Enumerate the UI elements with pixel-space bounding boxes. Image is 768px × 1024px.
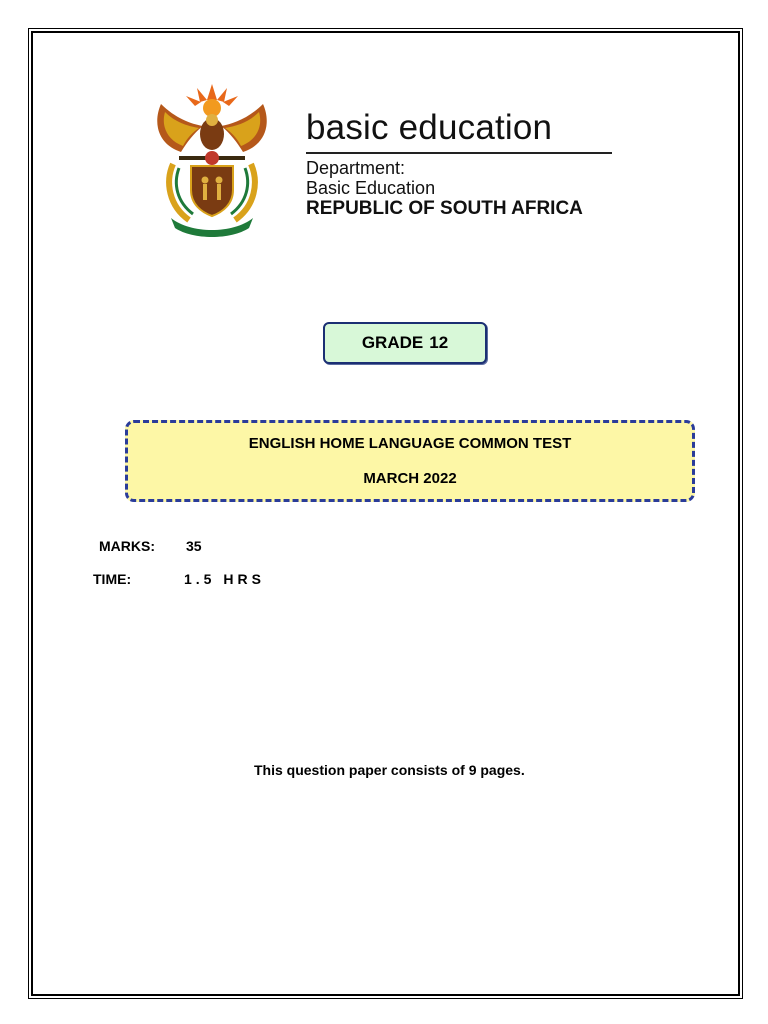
- grade-badge: [323, 322, 487, 364]
- logo-title: basic education: [306, 108, 553, 147]
- marks-value: 35: [186, 538, 202, 554]
- marks-label: MARKS:: [99, 538, 155, 554]
- department-logo: [143, 74, 625, 238]
- time-label: TIME:: [93, 571, 132, 587]
- department-name: Basic Education: [306, 178, 436, 198]
- department-label: Department:: [306, 158, 406, 178]
- grade-label: GRADE: [361, 333, 424, 352]
- test-title: ENGLISH HOME LANGUAGE COMMON TEST: [248, 435, 572, 452]
- page-count-note: This question paper consists of 9 pages.: [254, 762, 525, 778]
- time-value: 1.5 HRS: [184, 571, 265, 587]
- country-name: REPUBLIC OF SOUTH AFRICA: [306, 198, 583, 219]
- grade-number: 12: [429, 333, 449, 352]
- test-title-box: [125, 420, 695, 502]
- test-date: MARCH 2022: [363, 470, 457, 487]
- logo-divider: [306, 152, 612, 154]
- coat-of-arms-icon: [151, 82, 273, 237]
